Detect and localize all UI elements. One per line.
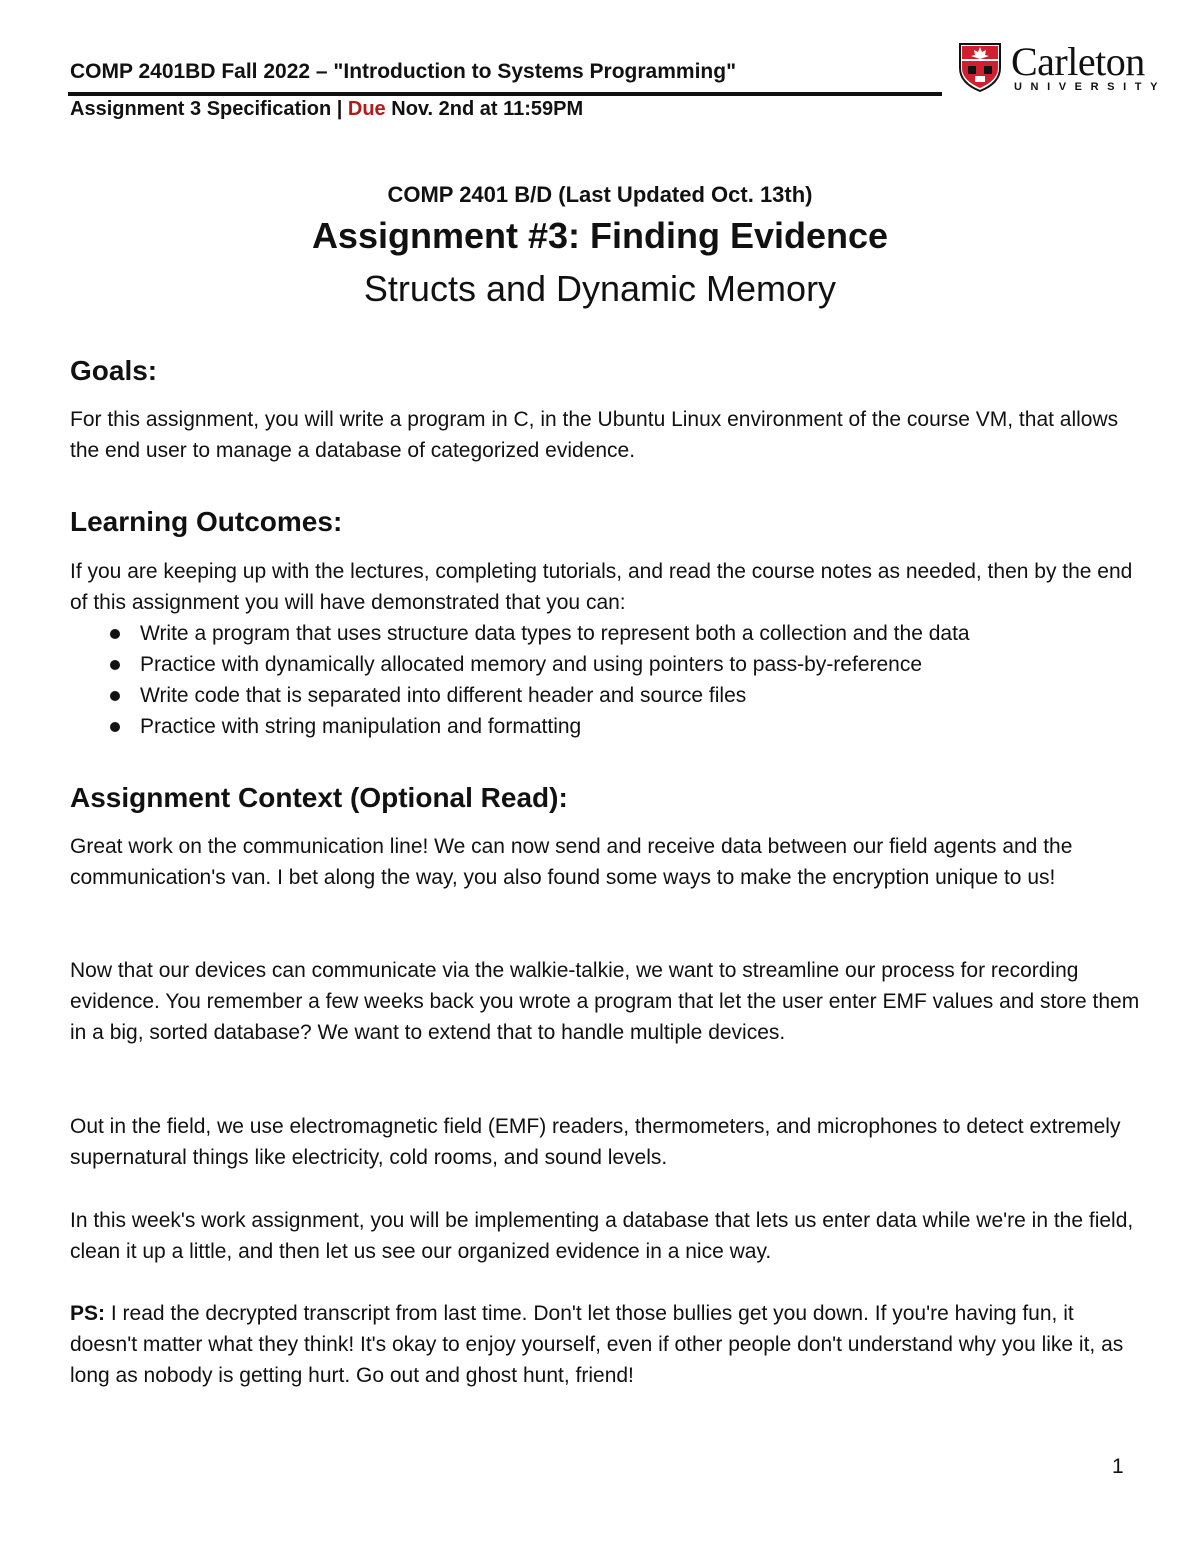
goals-heading: Goals: [70,355,158,386]
list-item-text: Write code that is separated into different header and source files [140,684,747,707]
learning-outcomes-heading: Learning Outcomes: [70,506,343,537]
due-label: Due [347,98,386,120]
header-divider [68,92,942,96]
context-paragraph: In this week's work assignment, you will be implementing a database that lets us enter data while we're in the field, clean it up a little, and then let us see our organized evidence in a nice way. [70,1209,1134,1263]
context-paragraph: Now that our devices can communicate via the walkie-talkie, we want to streamline our process for recording evidence. You remember a few weeks back you wrote a program that let the user enter EMF values and store them in a big, sorted database? We want to extend that to handle multiple devices. [70,959,1140,1044]
learning-outcomes-intro: If you are keeping up with the lectures, completing tutorials, and read the course notes as needed, then by the end of this assignment you will have demonstrated that you can: [70,560,1133,614]
due-date: Nov. 2nd at 11:59PM [385,98,584,120]
bullet-icon [110,722,120,732]
bullet-icon [110,660,120,670]
bullet-icon [110,629,120,639]
learning-outcomes-list [70,618,970,742]
context-paragraph: Out in the field, we use electromagnetic field (EMF) readers, thermometers, and microphones to detect extremely supernatural things like electricity, cold rooms, and sound levels. [70,1115,1121,1169]
list-item-text: Practice with dynamically allocated memory and using pointers to pass-by-reference [140,653,923,676]
context-paragraph: Great work on the communication line! We can now send and receive data between our field agents and the communication's van. I bet along the way, you also found some ways to make the encryption unique to us! [70,835,1073,889]
goals-text: For this assignment, you will write a program in C, in the Ubuntu Linux environment of the course VM, that allows the end user to manage a database of categorized evidence. [70,408,1119,462]
list-item-text: Practice with string manipulation and formatting [140,715,582,738]
spec-line [70,98,583,121]
assignment-title: Assignment #3: Finding Evidence [311,215,889,256]
ps-paragraph [70,1298,1140,1391]
list-item [70,711,970,742]
carleton-wordmark: Carleton [1011,39,1145,84]
carleton-logo [958,40,1168,96]
list-item-text: Write a program that uses structure data types to represent both a collection and the data [140,622,970,645]
ps-label: PS: [70,1302,106,1325]
bullet-icon [110,691,120,701]
course-title: COMP 2401BD Fall 2022 – "Introduction to Systems Programming" [70,60,737,83]
list-item [70,680,970,711]
spec-prefix: Assignment 3 Specification | [70,98,348,120]
carleton-shield-icon [958,42,1002,92]
ps-text: I read the decrypted transcript from last time. Don't let those bullies get you down. If you're having fun, it doesn't matter what they think! It's okay to enjoy yourself, even if other people don't understand why you like it, as long as nobody is getting hurt. Go out and ghost hunt, friend! [70,1302,1124,1387]
course-line: COMP 2401 B/D (Last Updated Oct. 13th) [387,182,813,207]
assignment-subtitle: Structs and Dynamic Memory [363,268,837,309]
page-number: 1 [1112,1455,1124,1478]
list-item [70,618,970,649]
university-wordmark: UNIVERSITY [1014,81,1167,93]
context-heading: Assignment Context (Optional Read): [70,782,568,813]
list-item [70,649,970,680]
